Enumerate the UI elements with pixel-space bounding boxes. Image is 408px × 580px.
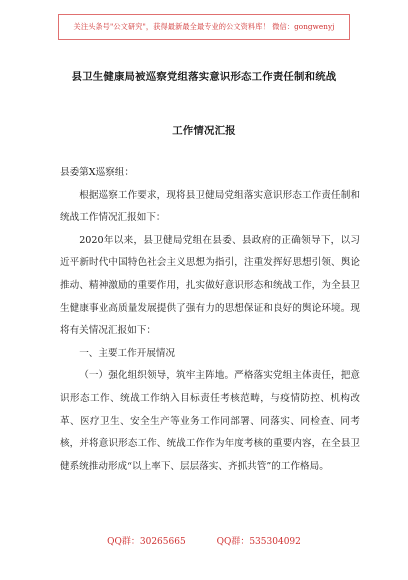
paragraph-section-1: （一）强化组织领导，筑牢主阵地。严格落实党组主体责任，把意识形态工作、统战工作纳入目标责任考核范畴，与疫情防控、机构改革、医疗卫生、安全生产等业务工作同部署、同落实、同检查、同考核，并将意识形态工作、统战工作作为年度考核的重要内容，在全县卫健系统推动形成“以上率下、层层落实、齐抓共管”的工作格局。 <box>60 370 360 472</box>
footer-qq-group-1: QQ群：30265665 <box>107 537 186 547</box>
salutation: 县委第X巡察组： <box>60 167 134 178</box>
document-title-line1: 县卫生健康局被巡察党组落实意识形态工作责任制和统战 <box>71 71 337 83</box>
document-body <box>60 162 360 478</box>
footer <box>0 534 408 547</box>
footer-qq-group-2: QQ群：535304092 <box>216 537 301 547</box>
section-heading: 一、主要工作开展情况 <box>79 347 176 359</box>
paragraph-intro: 根据巡察工作要求，现将县卫健局党组落实意识形态工作责任制和统战工作情况汇报如下： <box>60 189 360 224</box>
header-banner-text: 关注头条号"公文研究"，获得最新最全最专业的公文资料库！ 微信：gongwenyj <box>73 22 335 31</box>
document-title-line2: 工作情况汇报 <box>172 125 236 137</box>
header-banner <box>58 14 350 40</box>
paragraph-overview: 2020年以来，县卫健局党组在县委、县政府的正确领导下，以习近平新时代中国特色社会主义思想为指引，注重发挥好思想引领、舆论推动、精神激励的重要作用，扎实做好意识形态和统战工作，为全县卫生健康事业高质量发展提供了强有力的思想保证和良好的舆论环境。现将有关情况汇报如下： <box>60 234 360 337</box>
